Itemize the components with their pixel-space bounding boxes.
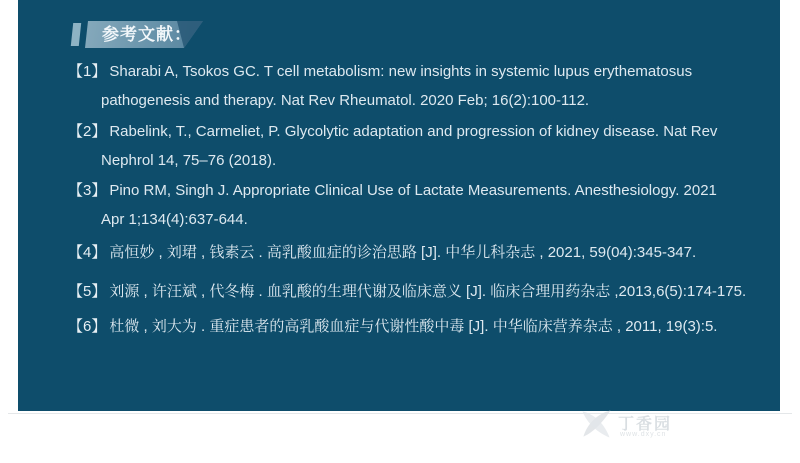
- dxy-watermark: [578, 405, 698, 445]
- page-title: 参考文献：: [102, 25, 192, 44]
- reference-item-1: [68, 57, 768, 115]
- reference-item-3: [68, 176, 768, 234]
- reference-text: 高恒妙 , 刘珺 , 钱素云 . 高乳酸血症的诊治思路 [J]. 中华儿科杂志 , 2021, 59(04):345-347.: [109, 244, 697, 261]
- badge-accent-bar: [71, 23, 81, 46]
- reference-text: Pino RM, Singh J. Appropriate Clinical Use of Lactate Measurements. Anesthesiology. 2021: [109, 182, 717, 199]
- reference-item-5: [68, 277, 768, 306]
- reference-text: pathogenesis and therapy. Nat Rev Rheumatol. 2020 Feb; 16(2):100-112.: [101, 92, 590, 109]
- reference-text: Sharabi A, Tsokos GC. T cell metabolism: new insights in systemic lupus erythematosus: [109, 63, 693, 80]
- reference-marker: 【4】: [68, 244, 107, 261]
- reference-text: Nephrol 14, 75–76 (2018).: [101, 152, 277, 169]
- reference-item-4: [68, 238, 768, 267]
- reference-marker: 【6】: [68, 318, 107, 335]
- reference-marker: 【1】: [68, 63, 107, 80]
- dxy-leaf-icon: [578, 406, 614, 442]
- reference-text: 杜微 , 刘大为 . 重症患者的高乳酸血症与代谢性酸中毒 [J]. 中华临床营养杂志 , 2011, 19(3):5.: [109, 318, 718, 335]
- references-header-badge: [68, 21, 228, 48]
- reference-text: 刘源 , 许汪斌 , 代冬梅 . 血乳酸的生理代谢及临床意义 [J]. 临床合理用药杂志 ,2013,6(5):174-175.: [109, 283, 747, 300]
- reference-marker: 【3】: [68, 182, 107, 199]
- watermark-brand-text: 丁香园: [618, 416, 673, 433]
- watermark-subtext: www.dxy.cn: [620, 431, 667, 438]
- reference-item-2: [68, 117, 768, 175]
- reference-text: Rabelink, T., Carmeliet, P. Glycolytic adaptation and progression of kidney disease. Nat Rev: [109, 123, 718, 140]
- slide-canvas: [18, 0, 780, 411]
- reference-marker: 【2】: [68, 123, 107, 140]
- references-list: [68, 57, 768, 341]
- reference-text: Apr 1;134(4):637-644.: [101, 211, 248, 228]
- reference-item-6: [68, 312, 768, 341]
- reference-marker: 【5】: [68, 283, 107, 300]
